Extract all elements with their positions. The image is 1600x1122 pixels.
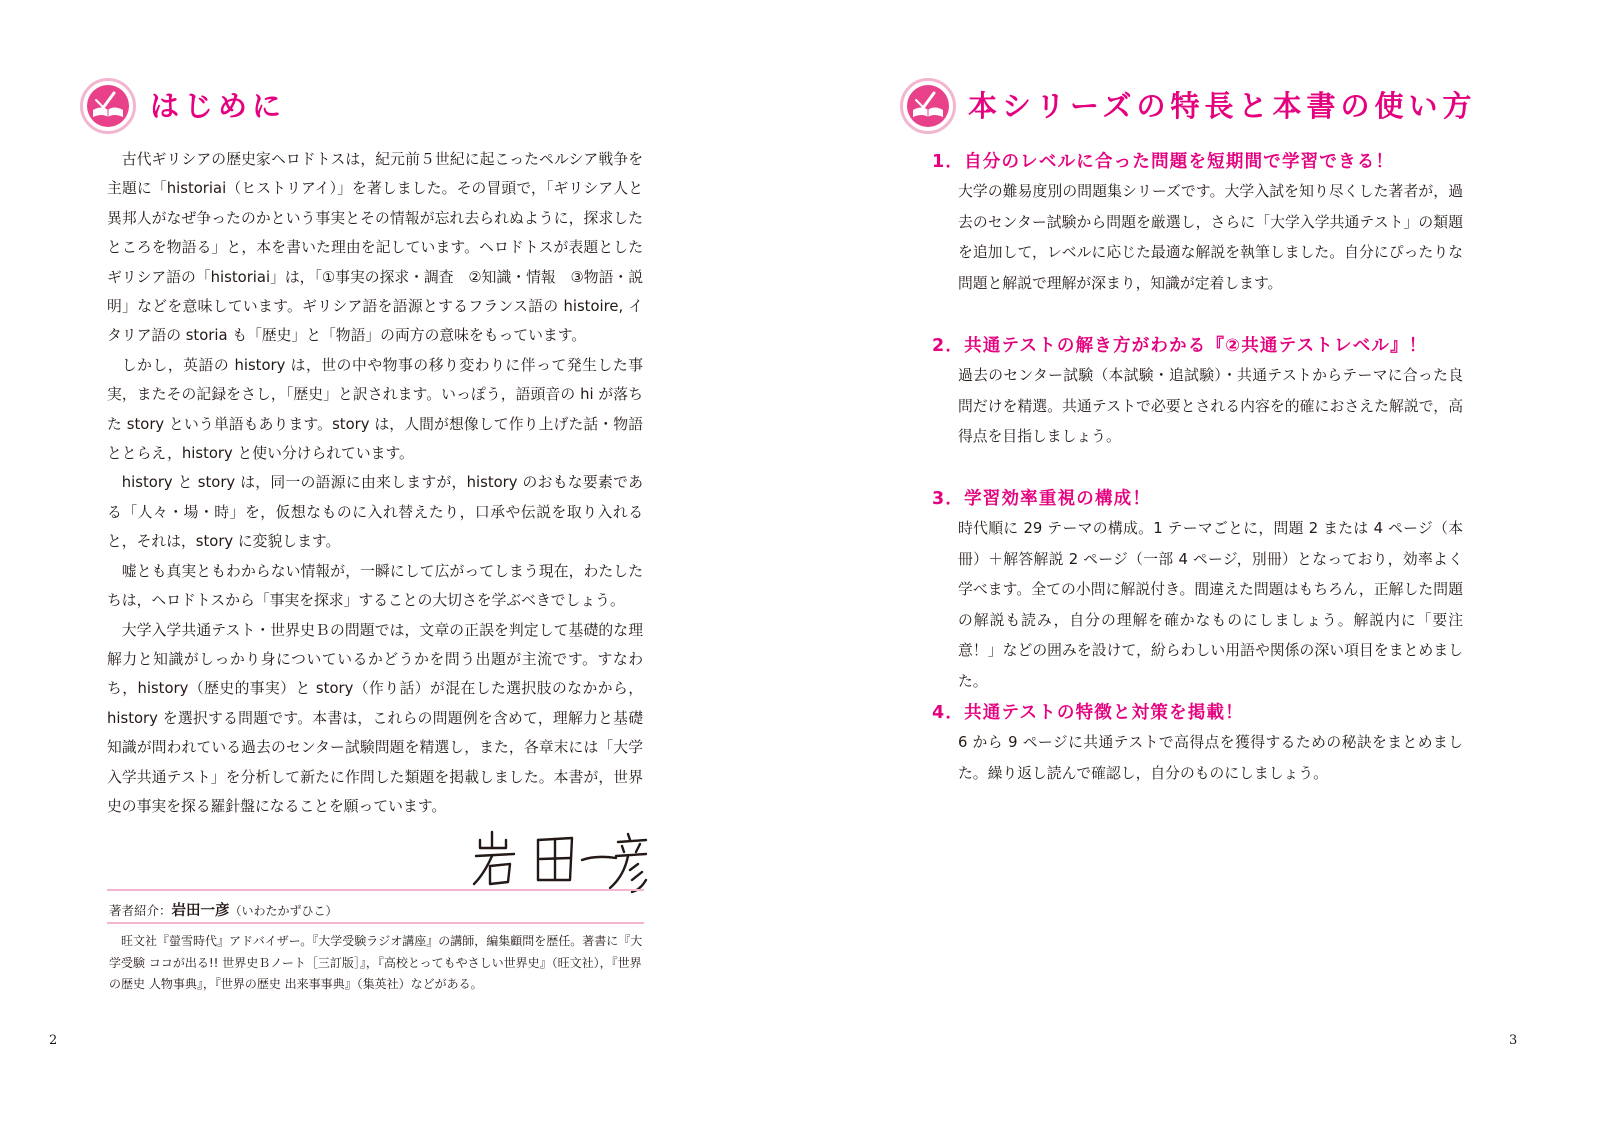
page-title: はじめに <box>150 89 287 123</box>
preface-paragraph: 嘘とも真実ともわからない情報が，一瞬にして広がってしまう現在，わたしたちは，ヘロドトスから「事実を探求」することの大切さを学ぶべきでしょう。 <box>107 562 643 610</box>
author-divider-top <box>107 889 644 891</box>
preface-paragraph: history と story は，同一の語源に由来しますが，history のおもな要素である「人々・場・時」を，仮想なものに入れ替えたり，口承や伝説を取り入れると，それは，story に変貌します。 <box>107 474 643 551</box>
author-introduction <box>109 899 338 920</box>
open-book-pen-icon <box>900 78 956 134</box>
preface-paragraph: 古代ギリシアの歴史家ヘロドトスは，紀元前５世紀に起こったペルシア戦争を主題に「historiai（ヒストリアイ）」を著しました。その冒頭で，「ギリシア人と異邦人がなぜ争ったのかという事実とその情報が忘れ去られぬように，探求したところを物語る」と，本を書いた理由を記しています。ヘロドトスが表題としたギリシア語の「historiai」は，「①事実の探求・調査 ②知識・情報 ③物語・説明」などを意味しています。ギリシア語を語源とするフランス語の histoire, イタリア語の storia も「歴史」と「物語」の両方の意味をもっています。 <box>107 151 643 345</box>
preface-paragraph: しかし，英語の history は，世の中や物事の移り変わりに伴って発生した事実，またその記録をさし，「歴史」と訳されます。いっぽう，語頭音の hi が落ちた story という単語もあります。story は，人間が想像して作り上げた話・物語ととらえ，history と使い分けられています。 <box>107 356 643 463</box>
section-body: 6 から 9 ページに共通テストで高得点を獲得するための秘訣をまとめました。繰り返し読んで確認し，自分のものにしましょう。 <box>958 734 1463 782</box>
preface-paragraph: 大学入学共通テスト・世界史Ｂの問題では，文章の正誤を判定して基礎的な理解力と知識がしっかり身についているかどうかを問う出題が主流です。すなわち，history（歴史的事実）と story（作り話）が混在した選択肢のなかから，history を選択する問題です。本書は，これらの問題例を含めて，理解力と基礎知識が問われている過去のセンター試験問題を精選し，また，各章末には「大学入学共通テスト」を分析して新たに作問した類題を掲載しました。本書が，世界史の事実を探る羅針盤になることを願っています。 <box>107 621 643 815</box>
author-divider-bottom <box>107 922 644 924</box>
section-title: 4．共通テストの特徴と対策を掲載！ <box>932 703 1244 723</box>
author-name: 岩田一彦 <box>171 903 230 919</box>
open-book-pen-icon <box>80 78 136 134</box>
preface-body <box>107 145 643 821</box>
author-label: 著者紹介： <box>109 903 172 918</box>
page-title: 本シリーズの特長と本書の使い方 <box>968 89 1477 123</box>
author-bio <box>109 931 644 996</box>
section-body: 過去のセンター試験（本試験・追試験）・共通テストからテーマに合った良問だけを精選。共通テストで必要とされる内容を的確におさえた解説で，高得点を目指しましょう。 <box>958 367 1463 446</box>
page-number: 2 <box>49 1033 58 1048</box>
author-bio-text: 旺文社『螢雪時代』アドバイザー。『大学受験ラジオ講座』の講師，編集顧問を歴任。著書に『大学受験 ココが出る!! 世界史Ｂノート［三訂版］』，『高校とってもやさしい世界史』（旺文社），『世界の歴史 人物事典』，『世界の歴史 出来事事典』（集英社）などがある。 <box>109 934 643 992</box>
author-signature <box>470 826 650 894</box>
section-title: 3．学習効率重視の構成！ <box>932 489 1152 509</box>
section-title: 2．共通テストの解き方がわかる『②共通テストレベル』！ <box>932 336 1428 356</box>
section-body: 大学の難易度別の問題集シリーズです。大学入試を知り尽くした著者が，過去のセンター試験から問題を厳選し，さらに「大学入学共通テスト」の類題を追加して，レベルに応じた最適な解説を執筆しました。自分にぴったりな問題と解説で理解が深まり，知識が定着します。 <box>958 183 1463 292</box>
section-title: 1．自分のレベルに合った問題を短期間で学習できる！ <box>932 152 1395 172</box>
author-reading: （いわたかずひこ） <box>229 904 338 918</box>
page-number: 3 <box>1509 1033 1518 1048</box>
section-body: 時代順に 29 テーマの構成。1 テーマごとに，問題 2 または 4 ページ（本冊）＋解答解説 2 ページ（一部 4 ページ，別冊）となっており，効率よく学べます。全ての小問に解説付き。間違えた問題はもちろん，正解した問題の解説も読み，自分の理解を確かなものにしましょう。解説内に「要注意！」などの囲みを設けて，紛らわしい用語や関係の深い項目をまとめました。 <box>958 520 1463 690</box>
